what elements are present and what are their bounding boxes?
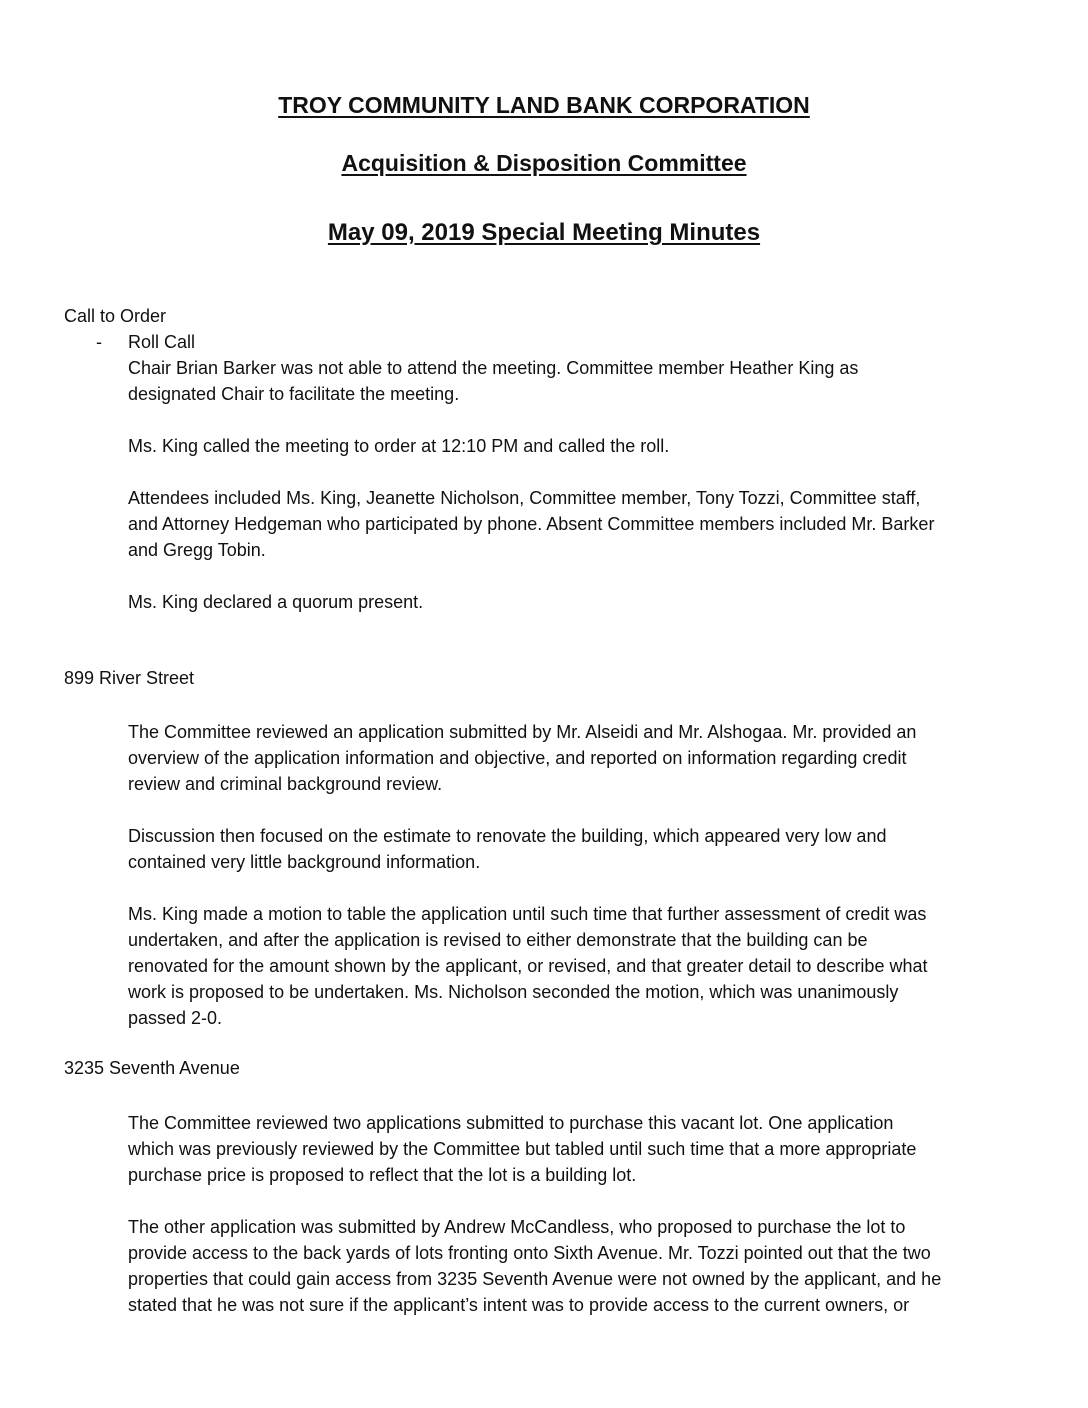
- text-line: properties that could gain access from 3235 Seventh Avenue were not owned by the applicant, and he: [128, 1269, 942, 1289]
- text-line: undertaken, and after the application is revised to either demonstrate that the building can be: [128, 930, 868, 950]
- text-line: provide access to the back yards of lots fronting onto Sixth Avenue. Mr. Tozzi pointed out that the two: [128, 1243, 931, 1263]
- roll-call-label: Roll Call: [128, 332, 196, 352]
- text-line: Ms. King called the meeting to order at 12:10 PM and called the roll.: [128, 436, 670, 456]
- meeting-title: May 09, 2019 Special Meeting Minutes: [327, 219, 761, 246]
- text-line: Ms. King made a motion to table the application until such time that further assessment of credit was: [128, 904, 927, 924]
- text-line: Ms. King declared a quorum present.: [128, 592, 424, 612]
- roll-call-item: [128, 329, 1028, 355]
- call-to-order-paragraph-3: [128, 485, 1028, 563]
- call-to-order-paragraph-2: [128, 433, 1028, 459]
- text-line: purchase price is proposed to reflect that the lot is a building lot.: [128, 1165, 637, 1185]
- committee-title: Acquisition & Disposition Committee: [341, 150, 747, 176]
- text-line: designated Chair to facilitate the meeting.: [128, 384, 460, 404]
- text-line: passed 2-0.: [128, 1008, 223, 1028]
- text-line: Attendees included Ms. King, Jeanette Nicholson, Committee member, Tony Tozzi, Committee staff,: [128, 488, 921, 508]
- text-line: The Committee reviewed an application submitted by Mr. Alseidi and Mr. Alshogaa. Mr. provided an: [128, 722, 917, 742]
- text-line: stated that he was not sure if the applicant’s intent was to provide access to the current owners, or: [128, 1295, 910, 1315]
- seventh-avenue-paragraph-1: [128, 1110, 1028, 1188]
- text-line: work is proposed to be undertaken. Ms. Nicholson seconded the motion, which was unanimously: [128, 982, 899, 1002]
- section-heading-river-street: 899 River Street: [64, 668, 195, 688]
- river-street-paragraph-1: [128, 719, 1028, 797]
- bullet-dash: -: [96, 332, 102, 352]
- text-line: review and criminal background review.: [128, 774, 443, 794]
- text-line: overview of the application information and objective, and reported on information regarding credit: [128, 748, 907, 768]
- call-to-order-paragraph-1: [128, 355, 1028, 407]
- text-line: and Gregg Tobin.: [128, 540, 266, 560]
- call-to-order-paragraph-4: [128, 589, 1028, 615]
- text-line: Chair Brian Barker was not able to attend the meeting. Committee member Heather King as: [128, 358, 859, 378]
- seventh-avenue-paragraph-2: [128, 1214, 1028, 1318]
- section-heading-seventh-avenue: 3235 Seventh Avenue: [64, 1058, 240, 1078]
- text-line: Discussion then focused on the estimate to renovate the building, which appeared very low and: [128, 826, 887, 846]
- river-street-paragraph-3: [128, 901, 1028, 1031]
- section-heading-call-to-order: Call to Order: [64, 306, 167, 326]
- text-line: The other application was submitted by Andrew McCandless, who proposed to purchase the lot to: [128, 1217, 906, 1237]
- text-line: which was previously reviewed by the Committee but tabled until such time that a more appropriate: [128, 1139, 917, 1159]
- river-street-paragraph-2: [128, 823, 1028, 875]
- text-line: The Committee reviewed two applications submitted to purchase this vacant lot. One application: [128, 1113, 894, 1133]
- org-title: TROY COMMUNITY LAND BANK CORPORATION: [278, 92, 810, 118]
- text-line: and Attorney Hedgeman who participated by phone. Absent Committee members included Mr. Barker: [128, 514, 935, 534]
- text-line: renovated for the amount shown by the applicant, or revised, and that greater detail to describe what: [128, 956, 928, 976]
- text-line: contained very little background information.: [128, 852, 481, 872]
